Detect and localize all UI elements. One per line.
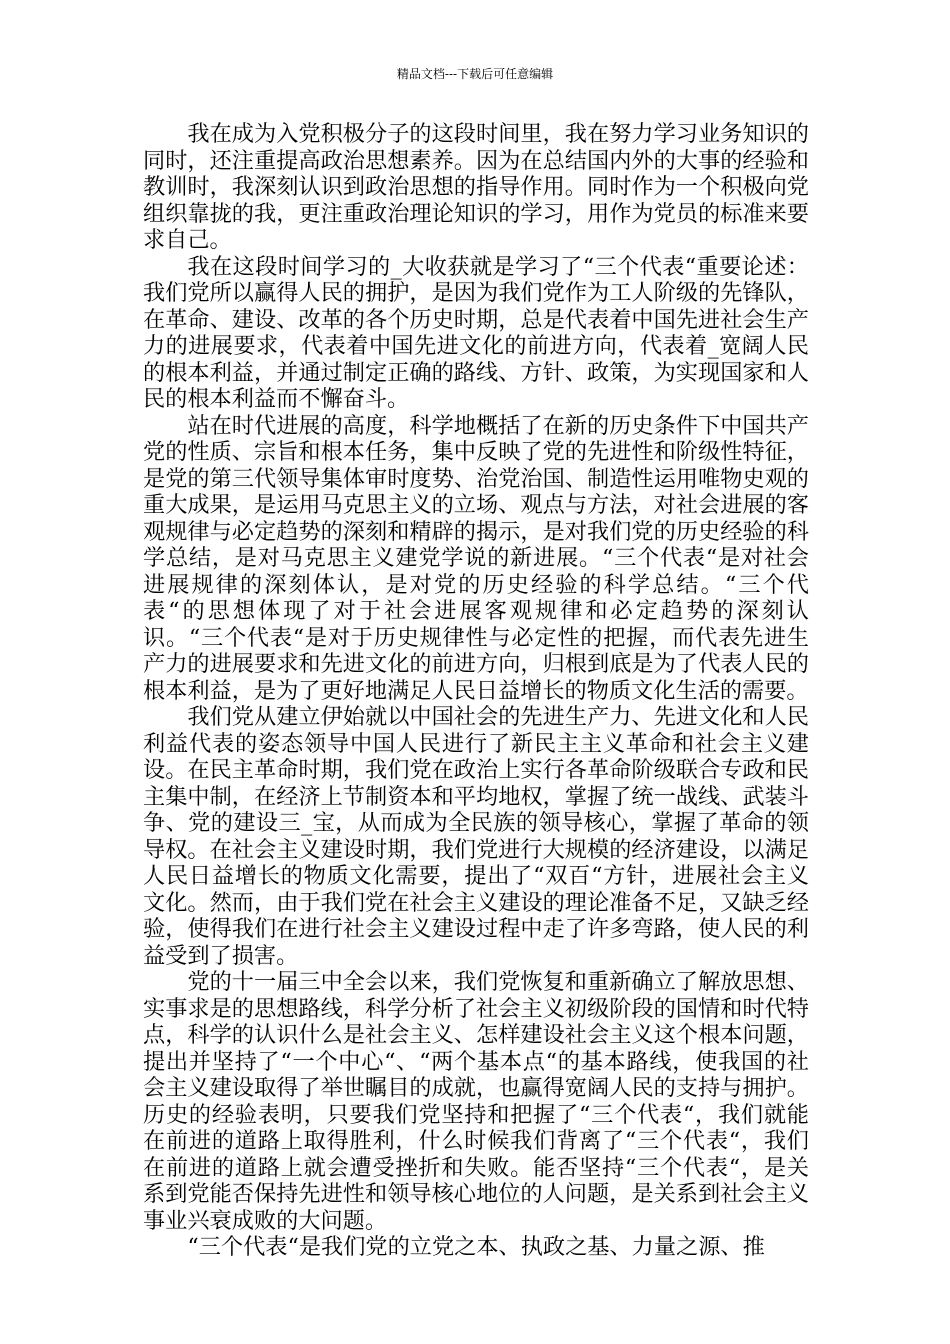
paragraph-4: 我们党从建立伊始就以中国社会的先进生产力、先进文化和人民利益代表的姿态领导中国人民进行了新民主主义革命和社会主义建设。在民主革命时期，我们党在政治上实行各革命阶级联合专政和民主集中制，在经济上节制资本和平均地权，掌握了统一战线、武装斗争、党的建设三_宝，从而成为全民族的领导核心，掌握了革命的领导权。在社会主义建设时期，我们党进行大规模的经济建设，以满足人民日益增长的物质文化需要，提出了“双百“方针，进展社会主义文化。然而，由于我们党在社会主义建设的理论准备不足，又缺乏经验，使得我们在进行社会主义建设过程中走了许多弯路，使人民的利益受到了损害。 bbox=[143, 704, 809, 969]
paragraph-1: 我在成为入党积极分子的这段时间里，我在努力学习业务知识的同时，还注重提高政治思想素养。因为在总结国内外的大事的经验和教训时，我深刻认识到政治思想的指导作用。同时作为一个积极向党组织靠拢的我，更注重政治理论知识的学习，用作为党员的标准来要求自己。 bbox=[143, 121, 809, 253]
paragraph-5: 党的十一届三中全会以来，我们党恢复和重新确立了解放思想、实事求是的思想路线，科学分析了社会主义初级阶段的国情和时代特点，科学的认识什么是社会主义、怎样建设社会主义这个根本问题，提出并坚持了“一个中心“、“两个基本点“的基本路线，使我国的社会主义建设取得了举世瞩目的成就，也赢得宽阔人民的支持与拥护。历史的经验表明，只要我们党坚持和把握了“三个代表“，我们就能在前进的道路上取得胜利，什么时候我们背离了“三个代表“，我们在前进的道路上就会遭受挫折和失败。能否坚持“三个代表“，是关系到党能否保持先进性和领导核心地位的人问题，是关系到社会主义事业兴衰成败的大问题。 bbox=[143, 969, 809, 1234]
paragraph-2: 我在这段时间学习的_大收获就是学习了“三个代表“重要论述：我们党所以赢得人民的拥护，是因为我们党作为工人阶级的先锋队，在革命、建设、改革的各个历史时期，总是代表着中国先进社会生产力的进展要求，代表着中国先进文化的前进方向，代表着_宽阔人民的根本利益，并通过制定正确的路线、方针、政策，为实现国家和人民的根本利益而不懈奋斗。 bbox=[143, 253, 809, 412]
page-header: 精品文档---下载后可任意编辑 bbox=[396, 67, 554, 81]
document-body bbox=[143, 121, 809, 1261]
paragraph-6: “三个代表“是我们党的立党之本、执政之基、力量之源、推 bbox=[187, 1234, 765, 1260]
paragraph-3: 站在时代进展的高度，科学地概括了在新的历史条件下中国共产党的性质、宗旨和根本任务，集中反映了党的先进性和阶级性特征，是党的第三代领导集体审时度势、治党治国、制造性运用唯物史观的重大成果，是运用马克思主义的立场、观点与方法，对社会进展的客观规律与必定趋势的深刻和精辟的揭示，是对我们党的历史经验的科学总结，是对马克思主义建党学说的新进展。“三个代表“是对社会进展规律的深刻体认，是对党的历史经验的科学总结。“三个代表“的思想体现了对于社会进展客观规律和必定趋势的深刻认识。“三个代表“是对于历史规律性与必定性的把握，而代表先进生产力的进展要求和先进文化的前进方向，归根到底是为了代表人民的根本利益，是为了更好地满足人民日益增长的物质文化生活的需要。 bbox=[143, 412, 809, 704]
